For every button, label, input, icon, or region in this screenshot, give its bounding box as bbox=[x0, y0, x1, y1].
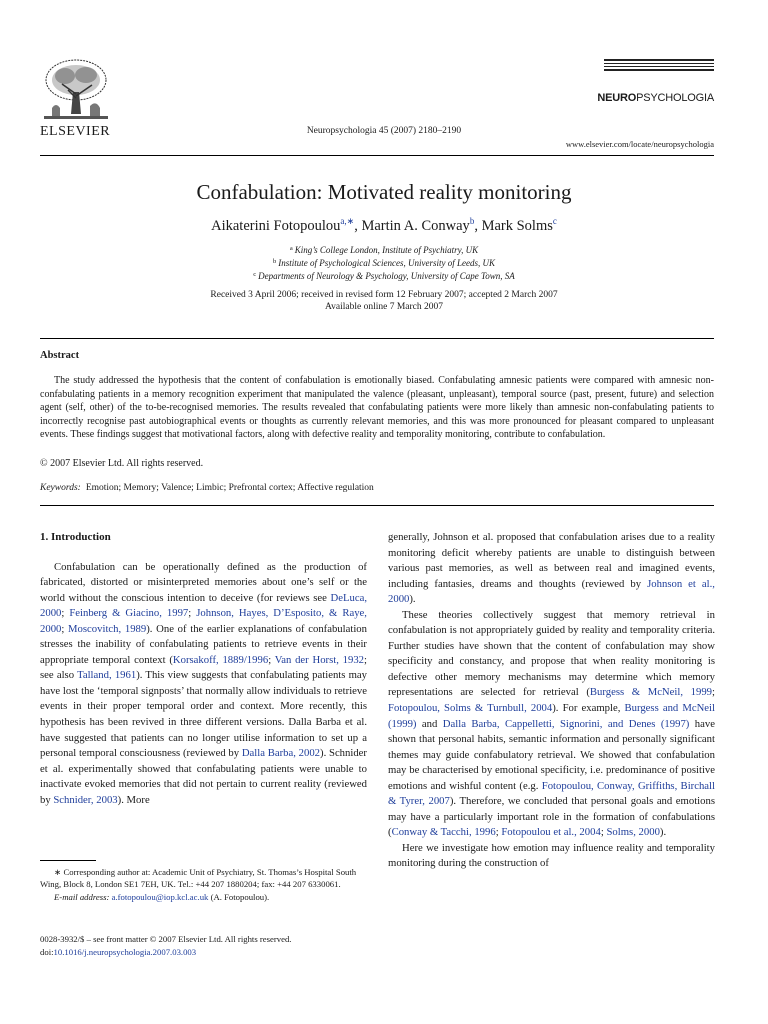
body-text: ). Therefore, we concluded that personal goals and emotions may have a particularly important role in the formation of confabulations ( bbox=[388, 795, 715, 839]
citation-link[interactable]: Fotopoulou et al., 2004 bbox=[501, 826, 601, 839]
citation-link[interactable]: Feinberg & Giacino, 1997 bbox=[69, 607, 189, 620]
keywords bbox=[40, 483, 374, 493]
keywords-list: Emotion; Memory; Valence; Limbic; Prefrontal cortex; Affective regulation bbox=[85, 483, 374, 493]
front-matter bbox=[40, 933, 291, 959]
abstract-text: The study addressed the hypothesis that the content of confabulation is emotionally biased. Confabulating amnesic patients were compared with amnesic non-confabulating patients in a memory recognition experiment that manipulated the valence (pleasant, unpleasant), temporal source (past, present, future) and selection agent (self, other) of the to-be-recognised memories. The results revealed that confabulating patients were more likely than amnesic non-confabulating patients to incorrectly recognise past autobiographical events or thoughts as currently relevant memories, and this was more pronounced for pleasant compared to unpleasant events. These findings suggest that motivational factors, along with defective reality and temporality monitoring, contribute to confabulation. bbox=[40, 375, 714, 440]
body-text: generally, Johnson et al. proposed that confabulation arises due to a reality monitoring deficit whereby patients are unable to distinguish between various past memories, as well as between real and imagined events, including fantasies, dreams and thoughts (reviewed by bbox=[388, 531, 715, 590]
body-text: ; bbox=[600, 826, 607, 839]
available-online: Available online 7 March 2007 bbox=[324, 302, 443, 312]
abstract-heading: Abstract bbox=[40, 350, 80, 361]
publisher-name: ELSEVIER bbox=[40, 124, 111, 139]
author-separator: , bbox=[474, 218, 482, 234]
body-text: ). This view suggests that confabulating patients may have lost the ‘temporal signposts’ that normally allow individuals to retrieve events in their proper temporal order and context. More recently, this hypothesis has been revived in three different versions. Dalla Barba et al. have suggested that patients can no longer utilise information to set up a personal temporal consciousness (reviewed by bbox=[40, 669, 368, 760]
citation-link[interactable]: DeLuca, 2000 bbox=[40, 591, 367, 620]
abstract-copyright: © 2007 Elsevier Ltd. All rights reserved. bbox=[40, 458, 204, 469]
journal-url[interactable]: www.elsevier.com/locate/neuropsychologia bbox=[565, 139, 714, 149]
affiliation-b bbox=[0, 258, 768, 268]
intro-paragraph-3 bbox=[388, 841, 715, 872]
citation-link[interactable]: Schnider, 2003 bbox=[53, 793, 118, 806]
citation-link[interactable]: Moscovitch, 1989 bbox=[68, 622, 147, 635]
elsevier-tree-logo bbox=[40, 58, 112, 122]
section-heading-introduction: 1. Introduction bbox=[40, 531, 111, 543]
author-separator: , bbox=[354, 218, 362, 234]
doi-label: doi: bbox=[40, 947, 54, 957]
journal-header-rules bbox=[604, 59, 714, 73]
journal-name-rest: PSYCHOLOGIA bbox=[636, 92, 714, 104]
citation-link[interactable]: Talland, 1961 bbox=[77, 669, 137, 682]
doi-link[interactable]: 10.1016/j.neuropsychologia.2007.03.003 bbox=[53, 947, 197, 957]
affiliation-text: Institute of Psychological Sciences, University of Leeds, UK bbox=[278, 258, 495, 268]
citation-link[interactable]: Solms, 2000 bbox=[606, 826, 660, 839]
author-3: Mark Solms bbox=[481, 218, 553, 234]
body-text: ). More bbox=[117, 793, 150, 806]
body-text: ; bbox=[712, 686, 715, 699]
footnote-text: ∗ Corresponding author at: Academic Unit of Psychiatry, St. Thomas’s Hospital South Wing, Block 8, London SE1 7EH, UK. Tel.: +44 207 1880204; fax: +44 207 6330061. bbox=[40, 867, 357, 890]
body-text: ; bbox=[61, 622, 69, 635]
intro-paragraph-continued bbox=[388, 530, 715, 608]
body-text: ; bbox=[61, 607, 70, 620]
intro-paragraph-1 bbox=[40, 560, 367, 809]
body-text: ). bbox=[659, 826, 667, 839]
affiliation-c bbox=[0, 271, 768, 281]
email-owner: (A. Fotopoulou). bbox=[210, 891, 270, 902]
citation-link[interactable]: Burgess and McNeil (1999) bbox=[388, 702, 715, 730]
author-list bbox=[0, 216, 768, 235]
citation-link[interactable]: Korsakoff, 1889/1996 bbox=[172, 653, 269, 666]
citation-link[interactable]: Johnson et al., 2000 bbox=[388, 577, 715, 606]
body-column-left bbox=[40, 530, 367, 808]
affiliation-text: Departments of Neurology & Psychology, University of Cape Town, SA bbox=[258, 271, 515, 281]
affiliation-mark: a bbox=[289, 245, 293, 252]
body-text: and bbox=[416, 717, 443, 730]
article-title: Confabulation: Motivated reality monitoring bbox=[196, 180, 572, 204]
issn-line: 0028-3932/$ – see front matter © 2007 Elsevier Ltd. All rights reserved. bbox=[40, 934, 292, 944]
body-text: ). bbox=[409, 593, 416, 606]
citation-link[interactable]: Van der Horst, 1932 bbox=[274, 653, 365, 666]
body-text: ). One of the earlier explanations of confabulation stresses the inability of confabulating patients to retrieve events in their appropriate temporal context ( bbox=[40, 622, 367, 666]
author-1: Aikaterini Fotopoulou bbox=[211, 218, 341, 234]
body-text: ; bbox=[495, 826, 502, 839]
email-label: E-mail address: bbox=[54, 891, 110, 902]
citation-link[interactable]: Fotopoulou, Conway, Griffiths, Birchall & Tyrer, 2007 bbox=[388, 779, 715, 808]
citation-link[interactable]: Burgess & McNeil, 1999 bbox=[589, 686, 713, 699]
corresponding-author-footnote bbox=[40, 866, 367, 903]
affiliation-text: King’s College London, Institute of Psychiatry, UK bbox=[294, 245, 479, 255]
doi-line bbox=[40, 946, 291, 959]
body-text: Confabulation can be operationally defined as the production of fabricated, distorted or misinterpreted memories about one’s self or the world without the conscious intention to deceive (for reviews see bbox=[40, 560, 367, 604]
journal-name bbox=[597, 92, 714, 104]
intro-paragraph-2 bbox=[388, 608, 715, 841]
citation-link[interactable]: Conway & Tacchi, 1996 bbox=[391, 826, 496, 839]
footnote-email-line bbox=[40, 891, 367, 903]
body-text: ). Schnider et al. experimentally showed that confabulating patients were unable to inactivate evoked memories that did not pertain to current reality (reviewed by bbox=[40, 747, 367, 806]
footnote-rule bbox=[40, 860, 96, 861]
citation-link[interactable]: Johnson, Hayes, D’Esposito, & Raye, 2000 bbox=[40, 607, 367, 635]
author-1-affiliation-mark[interactable]: a,∗ bbox=[340, 216, 355, 226]
header-divider bbox=[40, 155, 714, 156]
received-dates: Received 3 April 2006; received in revised form 12 February 2007; accepted 2 March 2007 bbox=[210, 290, 558, 300]
body-text: ). For example, bbox=[552, 702, 625, 715]
author-email-link[interactable]: a.fotopoulou@iop.kcl.ac.uk bbox=[111, 891, 209, 902]
body-text: Here we investigate how emotion may influence reality and temporality monitoring during the construction of bbox=[388, 841, 715, 870]
body-text: ; bbox=[268, 653, 275, 666]
author-3-affiliation-mark[interactable]: c bbox=[552, 216, 557, 226]
body-text: have shown that personal habits, semantic information and personally significant themes may guide confabulatory retrieval. We showed that confabulation may be characterised by emotional specificity, i.e. predominance of positive emotions and wishful content (e.g. bbox=[388, 717, 715, 792]
citation-link[interactable]: Dalla Barba, 2002 bbox=[241, 747, 321, 760]
affiliation-mark: b bbox=[273, 258, 277, 265]
body-text: ; see also bbox=[40, 653, 368, 682]
abstract-top-rule bbox=[40, 338, 714, 339]
journal-citation: Neuropsychologia 45 (2007) 2180–2190 bbox=[306, 126, 462, 136]
author-2-affiliation-mark[interactable]: b bbox=[469, 216, 475, 226]
author-2: Martin A. Conway bbox=[361, 218, 470, 234]
affiliation-a bbox=[0, 245, 768, 255]
keywords-label: Keywords: bbox=[40, 483, 81, 493]
citation-link[interactable]: Dalla Barba, Cappelletti, Signorini, and Denes (1997) bbox=[442, 717, 690, 730]
journal-name-bold: NEURO bbox=[597, 92, 637, 104]
abstract-bottom-rule bbox=[40, 505, 714, 506]
body-column-right bbox=[388, 530, 715, 872]
affiliation-mark: c bbox=[253, 271, 257, 278]
body-text: ; bbox=[188, 607, 197, 620]
body-text: These theories collectively suggest that memory retrieval in confabulation is not appropriately guided by reality and temporality criteria. Further studies have shown that the content of confabulation may show specificity and constancy, and propose that when reality monitoring is defective other memory mechanisms may determine which memory representations are selected for retrieval ( bbox=[388, 608, 715, 699]
citation-link[interactable]: Fotopoulou, Solms & Turnbull, 2004 bbox=[388, 702, 553, 715]
